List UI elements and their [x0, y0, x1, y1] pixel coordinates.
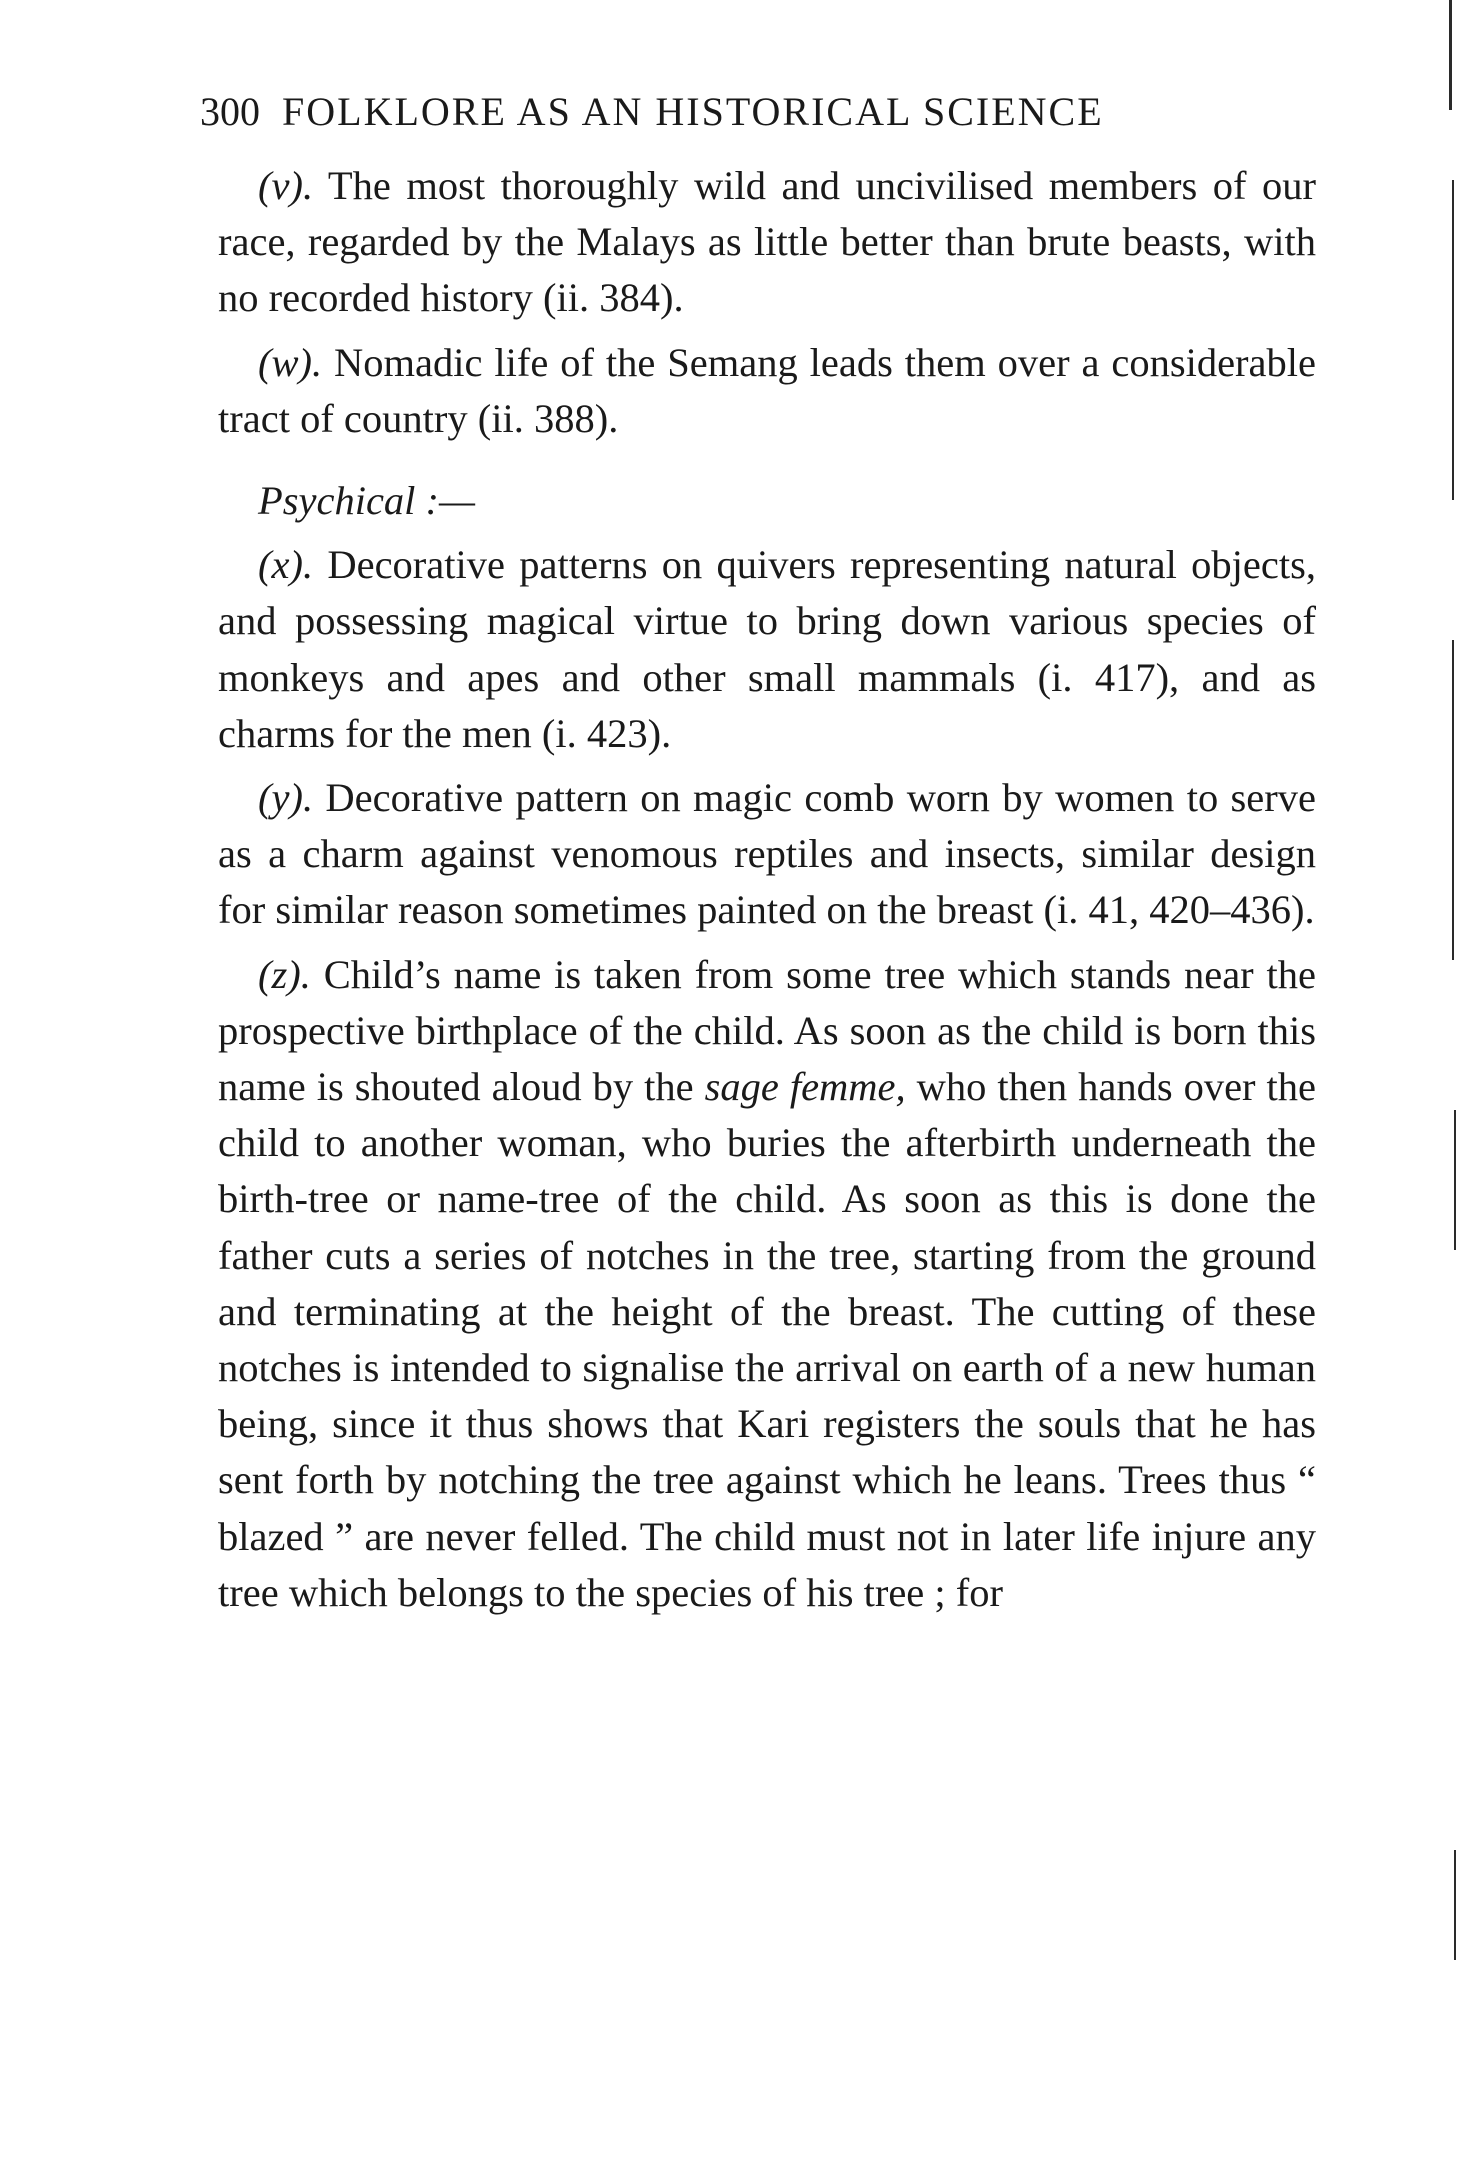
scan-edge-mark — [1452, 180, 1454, 500]
scan-edge-mark — [1449, 0, 1452, 110]
entry-text: Decorative patterns on quivers representing natural objects, and possessing magical virtue to bring down various species of monkeys and apes and other small mammals (i. 417), and as charms for the men (i. 423). — [218, 542, 1316, 756]
entry-text: Nomadic life of the Semang leads them over a considerable tract of country (ii. 388). — [218, 339, 1316, 441]
body-text — [218, 158, 1316, 1629]
entry-text: The most thoroughly wild and uncivilised members of our race, regarded by the Malays as little better than brute beasts, with no recorded history (ii. 384). — [218, 163, 1316, 321]
entry-label: (v). — [258, 163, 314, 208]
entry-w — [218, 335, 1316, 447]
running-header — [200, 88, 1320, 135]
entry-v — [218, 158, 1316, 327]
entry-text: Child’s name is taken from some tree which stands near the prospective birthplace of the child. As soon as the child is born this name is shouted aloud by the — [218, 951, 1316, 1110]
entry-y — [218, 770, 1316, 939]
section-heading — [218, 473, 1316, 529]
entry-z — [218, 947, 1316, 1621]
entry-label: (z). — [258, 951, 311, 997]
scan-edge-mark — [1452, 640, 1454, 960]
running-title: FOLKLORE AS AN HISTORICAL SCIENCE — [282, 89, 1104, 134]
scan-edge-mark — [1454, 1850, 1456, 1960]
italic-term: sage femme, — [704, 1064, 906, 1110]
page-number: 300 — [200, 89, 260, 134]
entry-x — [218, 537, 1316, 762]
entry-text-continued: who then hands over the child to another woman, who buries the afterbirth underneath the birth-tree or name-tree of the child. As soon as this is done the father cuts a series of notches in the tree, starting from the ground and terminating at the height of the breast. The cutting of these notches is intended to signalise the arrival on earth of a new human being, since it thus shows that Kari registers the souls that he has sent forth by notching the tree against which he leans. Trees thus “ blazed ” are never felled. The child must not in later life injure any tree which belongs to the species of his tree ; for — [218, 1064, 1317, 1615]
scan-edge-mark — [1454, 1110, 1456, 1250]
entry-label: (y). — [258, 775, 314, 821]
entry-label: (x). — [258, 542, 314, 588]
entry-label: (w). — [258, 339, 323, 385]
entry-text: Decorative pattern on magic comb worn by women to serve as a charm against venomous reptiles and insects, similar design for similar reason sometimes painted on the breast (i. 41, 420–436). — [218, 775, 1316, 933]
section-heading-text: Psychical :— — [258, 478, 476, 524]
